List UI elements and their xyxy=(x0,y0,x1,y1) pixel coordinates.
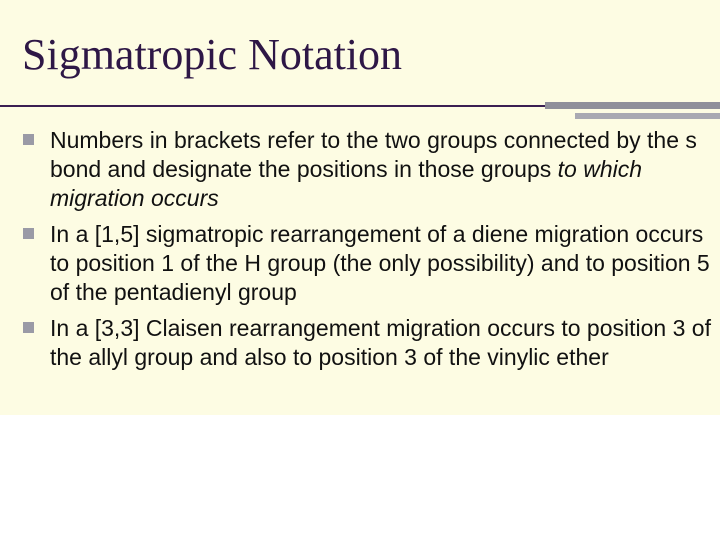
bullet-item xyxy=(0,220,720,307)
slide-title: Sigmatropic Notation xyxy=(22,30,403,79)
bullet-item xyxy=(0,126,720,213)
square-bullet-icon xyxy=(23,322,34,333)
bullet-list xyxy=(0,126,720,372)
bullet-text: In a [3,3] Claisen rearrangement migration occurs to position 3 of the allyl group and also to position 3 of the vinylic ether xyxy=(50,315,711,370)
bullet-text: Numbers in brackets refer to the two groups connected by the s bond and designate the positions in those groups xyxy=(50,127,697,182)
title-accent-bar xyxy=(545,102,720,109)
bullet-text: In a [1,5] sigmatropic rearrangement of a diene migration occurs to position 1 of the H group (the only possibility) and to position 5 of the pentadienyl group xyxy=(50,221,710,305)
bullet-emphasis-text: to which migration occurs xyxy=(50,156,643,211)
title-accent-bar-lower xyxy=(575,113,720,119)
title-underline xyxy=(0,105,545,107)
bullet-item xyxy=(0,314,720,372)
square-bullet-icon xyxy=(23,134,34,145)
square-bullet-icon xyxy=(23,228,34,239)
